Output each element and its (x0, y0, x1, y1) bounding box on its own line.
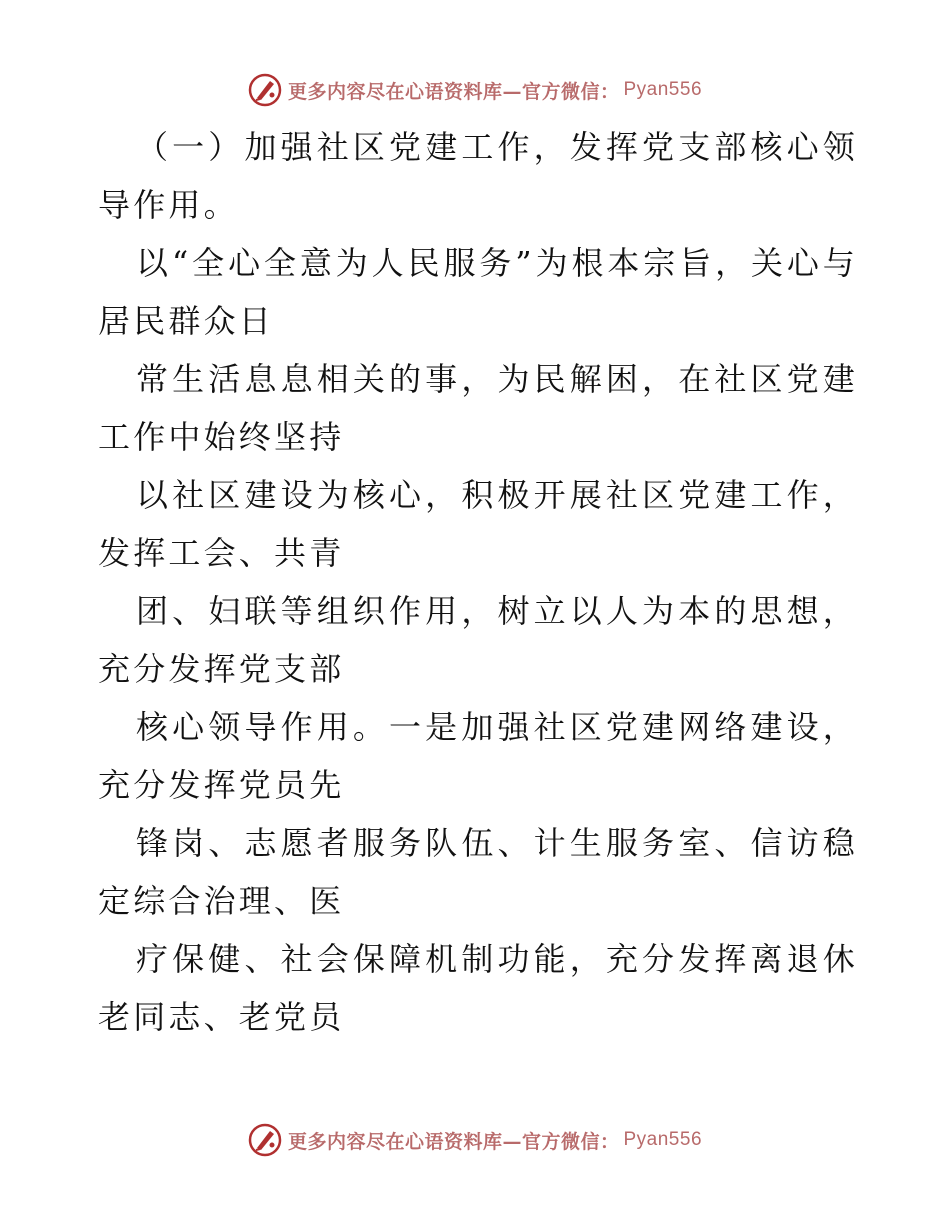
footer-banner (0, 1120, 950, 1160)
footer-banner-id: Pyan556 (623, 1129, 703, 1150)
paragraph-4: 以社区建设为核心，积极开展社区党建工作，发挥工会、共青 (98, 476, 858, 572)
paragraph-7: 锋岗、志愿者服务队伍、计生服务室、信访稳定综合治理、医 (98, 824, 858, 920)
paragraph-5: 团、妇联等组织作用，树立以人为本的思想，充分发挥党支部 (98, 592, 858, 688)
quill-logo-icon (248, 1123, 282, 1157)
header-banner-text: 更多内容尽在心语资料库—官方微信： (287, 80, 620, 103)
paragraph-1: （一）加强社区党建工作，发挥党支部核心领导作用。 (98, 128, 858, 224)
document-body (98, 118, 858, 1046)
paragraph-6: 核心领导作用。一是加强社区党建网络建设，充分发挥党员先 (98, 708, 858, 804)
paragraph-2: 以“全心全意为人民服务”为根本宗旨，关心与居民群众日 (98, 244, 858, 340)
header-banner-id: Pyan556 (623, 79, 703, 100)
paragraph-8: 疗保健、社会保障机制功能，充分发挥离退休老同志、老党员 (98, 940, 858, 1036)
paragraph-3: 常生活息息相关的事，为民解困，在社区党建工作中始终坚持 (98, 360, 858, 456)
header-banner (0, 70, 950, 110)
footer-banner-text: 更多内容尽在心语资料库—官方微信： (287, 1130, 620, 1153)
quill-logo-icon (248, 73, 282, 107)
